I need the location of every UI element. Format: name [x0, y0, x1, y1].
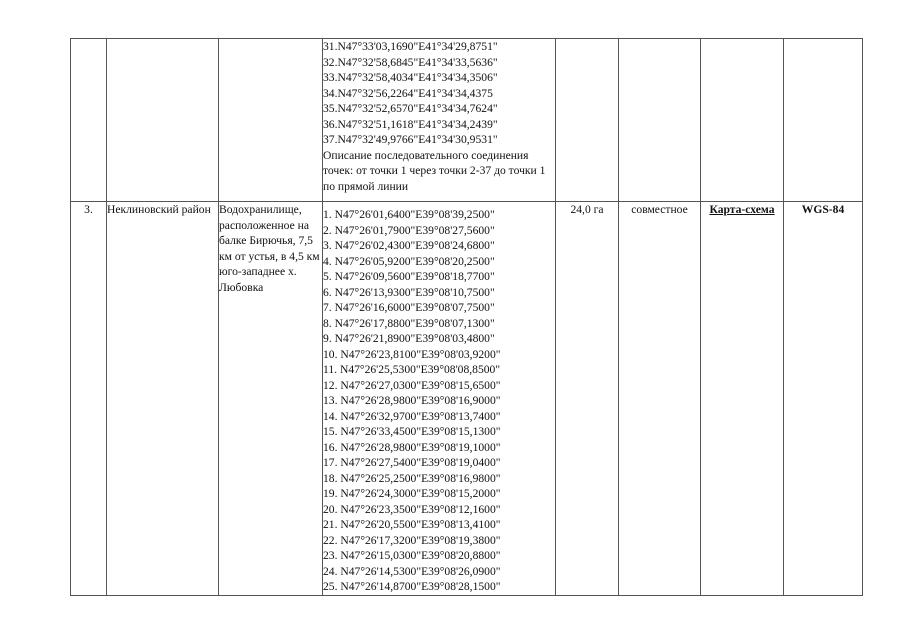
coordinate-point: 32.N47°32'58,6845"E41°34'33,5636"	[323, 55, 498, 69]
cell-number	[71, 39, 107, 202]
coordinate-point: 23. N47°26'15,0300"E39°08'20,8800"	[323, 549, 501, 562]
coordinate-point: 31.N47°33'03,1690"E41°34'29,8751"	[323, 40, 498, 53]
coordinate-point: 16. N47°26'28,9800"E39°08'19,1000"	[323, 440, 501, 454]
coordinate-point: 20. N47°26'23,3500"E39°08'12,1600"	[323, 502, 501, 516]
coordinate-point: 1. N47°26'01,6400"E39°08'39,2500"	[323, 208, 495, 221]
cell-use-type: совместное	[619, 202, 701, 596]
table-row	[71, 39, 863, 202]
coordinate-point: 34.N47°32'56,2264"E41°34'34,4375	[323, 86, 493, 100]
cell-coordinates	[323, 39, 556, 202]
coordinate-point: 35.N47°32'52,6570"E41°34'34,7624"	[323, 102, 498, 115]
coordinate-point: 33.N47°32'58,4034"E41°34'34,3506"	[323, 71, 498, 84]
coordinate-point: 11. N47°26'25,5300"E39°08'08,8500"	[323, 363, 501, 376]
coordinate-point: 12. N47°26'27,0300"E39°08'15,6500"	[323, 378, 501, 392]
cell-object: Водохранилище, расположенное на балке Бирючья, 7,5 км от устья, в 4,5 км юго-западнее х. Любовка	[219, 202, 323, 596]
coordinate-point: 14. N47°26'32,9700"E39°08'13,7400"	[323, 409, 501, 423]
coordinate-point: 10. N47°26'23,8100"E39°08'03,9200"	[323, 347, 501, 361]
coordinate-point: 6. N47°26'13,9300"E39°08'10,7500"	[323, 285, 495, 299]
coordinate-point: 5. N47°26'09,5600"E39°08'18,7700"	[323, 270, 495, 283]
water-objects-table	[70, 38, 863, 596]
cell-coordinates	[323, 202, 556, 596]
connection-description: Описание последовательного соединения точек: от точки 1 через точки 2-37 до точки 1 по прямой линии	[323, 148, 546, 193]
cell-area	[556, 39, 619, 202]
map-scheme-link[interactable]: Карта-схема	[709, 203, 775, 216]
coordinate-point: 18. N47°26'25,2500"E39°08'16,9800"	[323, 471, 501, 485]
coordinate-point: 3. N47°26'02,4300"E39°08'24,6800"	[323, 239, 495, 252]
cell-coord-system	[784, 39, 863, 202]
cell-coord-system	[784, 202, 863, 596]
cell-number: 3.	[71, 202, 107, 596]
coordinate-point: 2. N47°26'01,7900"E39°08'27,5600"	[323, 223, 495, 237]
coordinate-point: 37.N47°32'49,9766"E41°34'30,9531"	[323, 133, 498, 146]
coordinate-point: 4. N47°26'05,9200"E39°08'20,2500"	[323, 254, 495, 268]
coordinate-point: 21. N47°26'20,5500"E39°08'13,4100"	[323, 518, 501, 531]
cell-map	[701, 39, 784, 202]
cell-area: 24,0 га	[556, 202, 619, 596]
coordinate-point: 7. N47°26'16,6000"E39°08'07,7500"	[323, 301, 495, 314]
cell-district: Неклиновский район	[107, 202, 219, 596]
coordinate-list	[323, 39, 555, 148]
coordinate-point: 36.N47°32'51,1618"E41°34'34,2439"	[323, 117, 498, 131]
cell-map	[701, 202, 784, 596]
coordinate-point: 8. N47°26'17,8800"E39°08'07,1300"	[323, 316, 495, 330]
coordinate-point: 25. N47°26'14,8700"E39°08'28,1500"	[323, 580, 501, 593]
coordinate-list	[323, 207, 555, 595]
coordinate-point: 24. N47°26'14,5300"E39°08'26,0900"	[323, 564, 501, 578]
coordinate-point: 19. N47°26'24,3000"E39°08'15,2000"	[323, 487, 501, 500]
cell-district	[107, 39, 219, 202]
coordinate-system-label: WGS-84	[801, 203, 845, 216]
coordinate-point: 22. N47°26'17,3200"E39°08'19,3800"	[323, 533, 501, 547]
coordinate-point: 15. N47°26'33,4500"E39°08'15,1300"	[323, 425, 501, 438]
cell-object	[219, 39, 323, 202]
table-row	[71, 202, 863, 596]
coordinate-point: 9. N47°26'21,8900"E39°08'03,4800"	[323, 332, 495, 345]
coordinate-point: 13. N47°26'28,9800"E39°08'16,9000"	[323, 394, 501, 407]
cell-use-type	[619, 39, 701, 202]
coordinate-point: 17. N47°26'27,5400"E39°08'19,0400"	[323, 456, 501, 469]
